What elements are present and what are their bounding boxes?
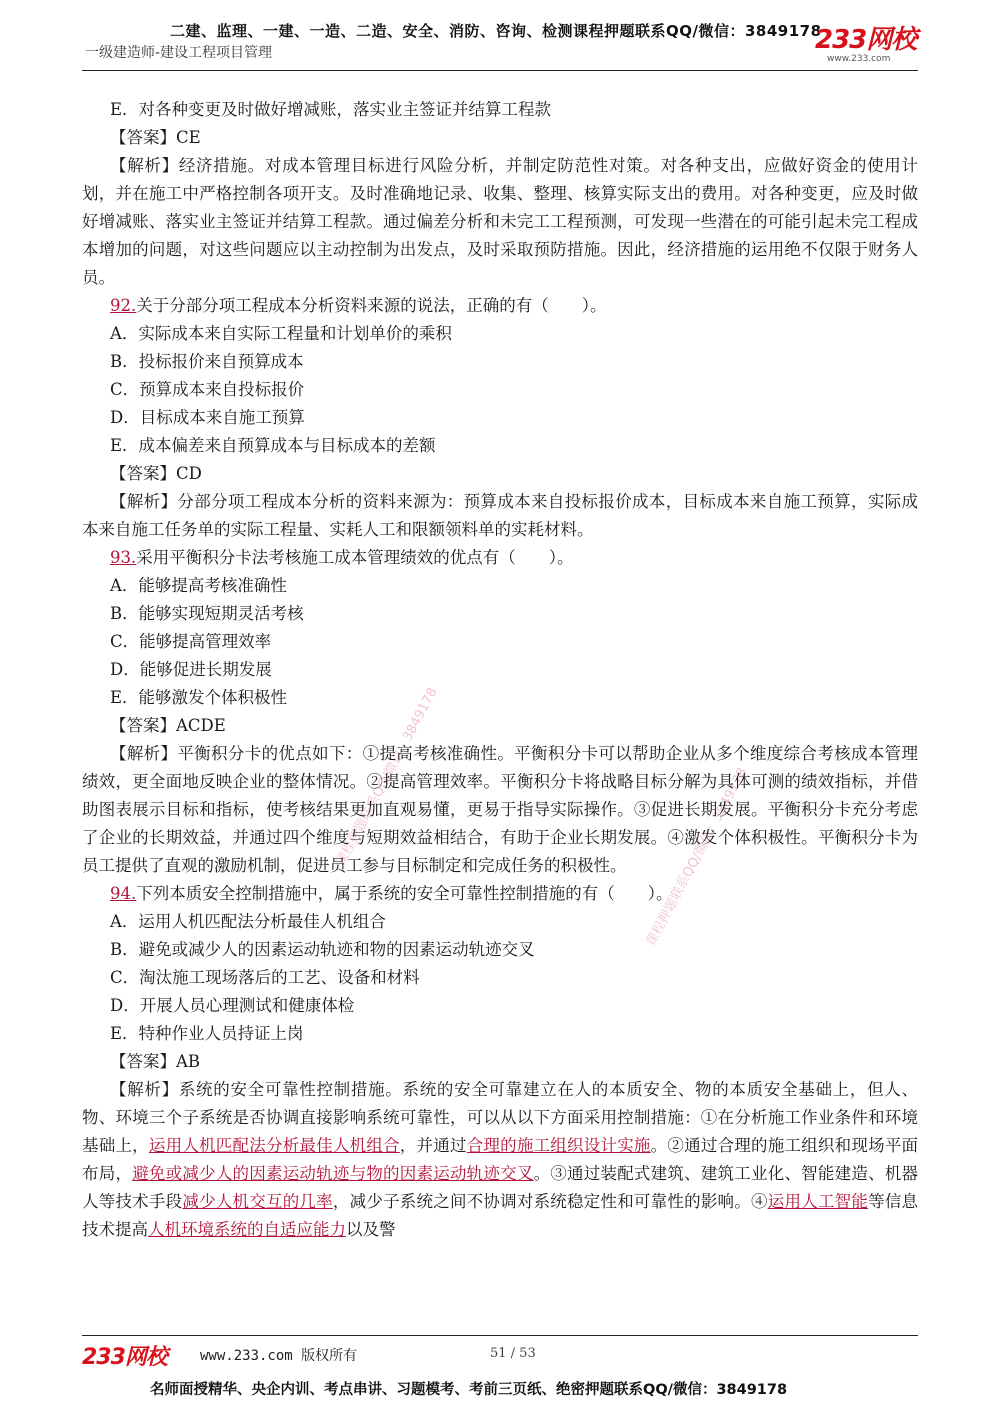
footer-logo: 233网校 xyxy=(82,1345,167,1370)
analysis-text: 等信息技术提高 xyxy=(82,1192,919,1239)
footer-copyright: www.233.com 版权所有 xyxy=(200,1348,358,1364)
question-number: 94. xyxy=(110,884,137,903)
brand-logo-text: 233网校 xyxy=(815,25,917,55)
option-line: E．能够激发个体积极性 xyxy=(110,688,288,707)
question-stem xyxy=(82,544,918,572)
watermark-text: 课程押题联系QQ/微信：3849178 xyxy=(333,685,441,869)
header-top-line: 二建、监理、一建、一造、二造、安全、消防、咨询、检测课程押题联系QQ/微信：3849178 xyxy=(170,22,822,40)
answer-line: 【答案】AB xyxy=(110,1052,201,1071)
option-line: B．能够实现短期灵活考核 xyxy=(110,604,304,623)
document-subtitle: 一级建造师-建设工程项目管理 xyxy=(85,45,273,61)
footer-divider xyxy=(82,1335,918,1336)
option-line: D．开展人员心理测试和健康体检 xyxy=(110,996,355,1015)
option-line: A．实际成本来自实际工程量和计划单价的乘积 xyxy=(110,324,452,343)
analysis-text: ，减少子系统之间不协调对系统稳定性和可靠性的影响。④ xyxy=(332,1192,768,1211)
highlight-text: 减少人机交互的几率 xyxy=(182,1192,333,1211)
footer-bottom-line: 名师面授精华、央企内训、考点串讲、习题模考、考前三页纸、绝密押题联系QQ/微信：3849178 xyxy=(150,1382,788,1398)
question-number: 93. xyxy=(110,548,137,567)
answer-line: 【答案】ACDE xyxy=(110,716,226,735)
option-line: C．预算成本来自投标报价 xyxy=(110,380,305,399)
question-text: 下列本质安全控制措施中，属于系统的安全可靠性控制措施的有（ ）。 xyxy=(136,884,673,903)
analysis-paragraph: 【解析】经济措施。对成本管理目标进行风险分析，并制定防范性对策。对各种支出，应做好资金的使用计划，并在施工中严格控制各项开支。及时准确地记录、收集、整理、核算实际支出的费用。对各种变更，应及时做好增减账、落实业主签证并结算工程款。通过偏差分析和未完工工程预测，可发现一些潜在的可能引起未完工程成本增加的问题，对这些问题应以主动控制为出发点，及时采取预防措施。因此，经济措施的运用绝不仅限于财务人员。 xyxy=(82,156,918,287)
option-line: D．能够促进长期发展 xyxy=(110,660,272,679)
header-divider xyxy=(82,70,918,71)
page-content xyxy=(82,96,918,1244)
option-line: B．投标报价来自预算成本 xyxy=(110,352,304,371)
analysis-paragraph xyxy=(82,1076,918,1244)
question-text: 关于分部分项工程成本分析资料来源的说法，正确的有（ ）。 xyxy=(136,296,607,315)
question-stem xyxy=(82,880,918,908)
option-line: A．运用人机匹配法分析最佳人机组合 xyxy=(110,912,386,931)
analysis-text: 【解析】系统的安全可靠性控制措施。系统的安全可靠建立在人的本质安全、物的本质安全基础上，但人、物、环境三个子系统是否协调直接影响系统可靠性，可以从以下方面采用控制措施：①在分析施工作业条件和环境基础上， xyxy=(82,1080,918,1155)
question-stem xyxy=(82,292,918,320)
option-line: E．成本偏差来自预算成本与目标成本的差额 xyxy=(110,436,436,455)
option-line: D．目标成本来自施工预算 xyxy=(110,408,305,427)
highlight-text: 人机环境系统的自适应能力 xyxy=(148,1220,346,1239)
analysis-paragraph: 【解析】分部分项工程成本分析的资料来源为：预算成本来自投标报价成本，目标成本来自施工预算，实际成本来自施工任务单的实际工程量、实耗人工和限额领料单的实耗材料。 xyxy=(82,492,918,539)
highlight-text: 运用人工智能 xyxy=(767,1192,869,1211)
answer-line: 【答案】CD xyxy=(110,464,202,483)
highlight-text: 合理的施工组织设计实施 xyxy=(466,1136,651,1155)
analysis-text: 以及警 xyxy=(346,1220,396,1239)
option-line: E．特种作业人员持证上岗 xyxy=(110,1024,304,1043)
question-text: 采用平衡积分卡法考核施工成本管理绩效的优点有（ ）。 xyxy=(136,548,574,567)
analysis-text: ，并通过 xyxy=(399,1136,467,1155)
highlight-text: 避免或减少人的因素运动轨迹与物的因素运动轨迹交叉 xyxy=(132,1164,534,1183)
analysis-text: 。③通过装配式建筑、建筑工业化、智能建造、机器人等技术手段 xyxy=(82,1164,919,1211)
analysis-text: 。②通过合理的施工组织和现场平面布局， xyxy=(82,1136,919,1183)
highlight-text: 运用人机匹配法分析最佳人机组合 xyxy=(148,1136,400,1155)
option-line: A．能够提高考核准确性 xyxy=(110,576,287,595)
option-line: C．淘汰施工现场落后的工艺、设备和材料 xyxy=(110,968,420,987)
brand-logo-url: www.233.com xyxy=(827,54,891,64)
page-number: 51 / 53 xyxy=(490,1346,536,1361)
option-line: C．能够提高管理效率 xyxy=(110,632,272,651)
analysis-paragraph: 【解析】平衡积分卡的优点如下：①提高考核准确性。平衡积分卡可以帮助企业从多个维度综合考核成本管理绩效，更全面地反映企业的整体情况。②提高管理效率。平衡积分卡将战略目标分解为具体可测的绩效指标，并借助图表展示目标和指标，使考核结果更加直观易懂，更易于指导实际操作。③促进长期发展。平衡积分卡充分考虑了企业的长期效益，并通过四个维度与短期效益相结合，有助于企业长期发展。④激发个体积极性。平衡积分卡为员工提供了直观的激励机制，促进员工参与目标制定和完成任务的积极性。 xyxy=(82,744,918,875)
watermark-text: 课程押题联系QQ/微信：3849178 xyxy=(643,765,751,949)
brand-logo xyxy=(815,26,925,66)
option-line: E．对各种变更及时做好增减账，落实业主签证并结算工程款 xyxy=(110,100,552,119)
question-number: 92. xyxy=(110,296,137,315)
option-line: B．避免或减少人的因素运动轨迹和物的因素运动轨迹交叉 xyxy=(110,940,535,959)
answer-line: 【答案】CE xyxy=(110,128,201,147)
